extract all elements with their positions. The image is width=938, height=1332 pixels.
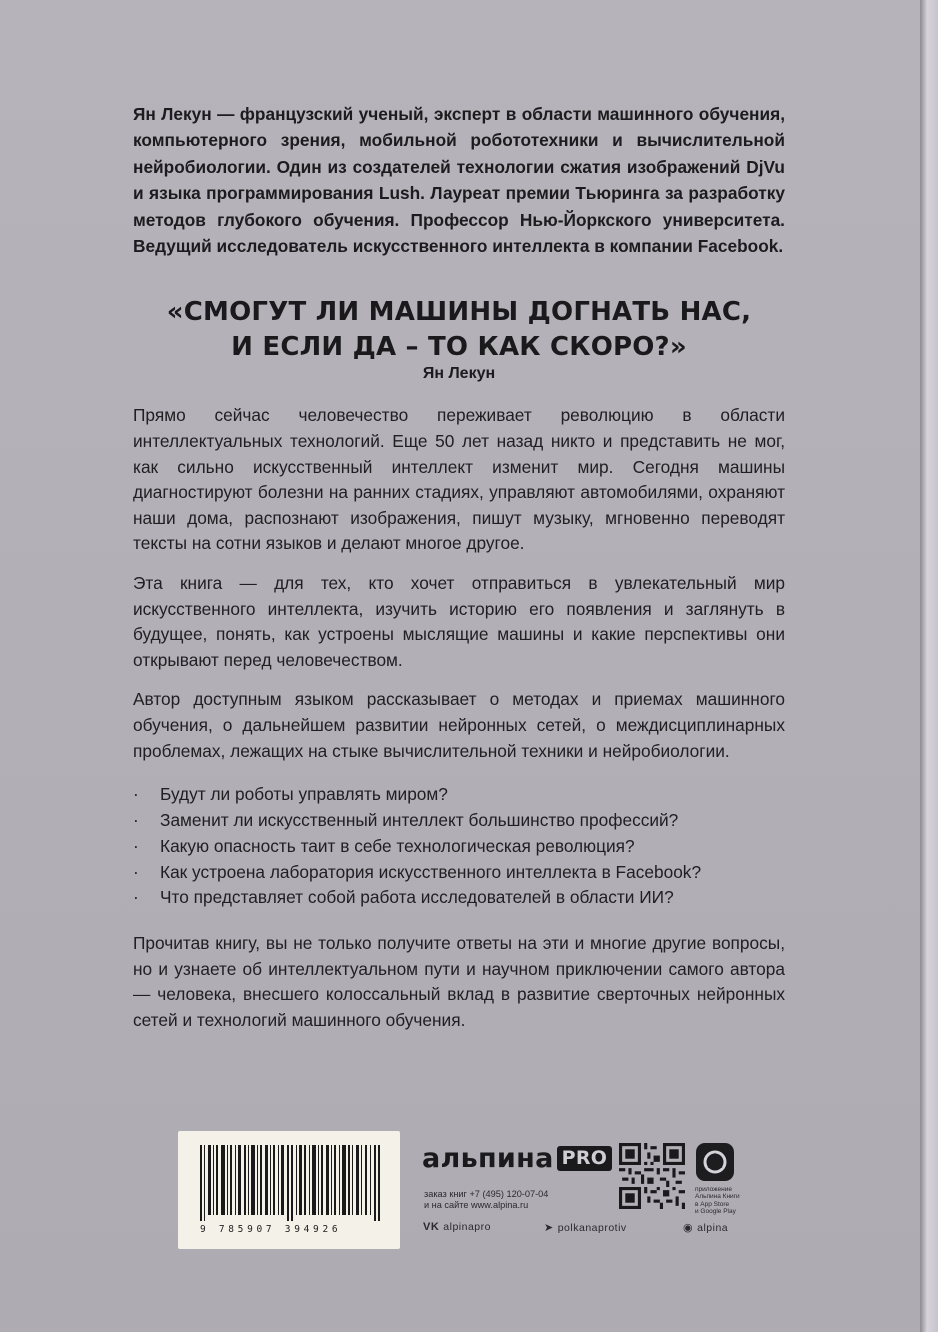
bullet-icon: ·: [133, 887, 139, 908]
question-list: [133, 782, 785, 911]
isbn-digits: 9 785907 394926: [200, 1224, 342, 1235]
barcode-bars-icon: [200, 1145, 380, 1221]
publisher-badge: PRO: [557, 1146, 613, 1171]
bullet-icon: ·: [133, 835, 139, 856]
paragraph-closing: Прочитав книгу, вы не только получите ответы на эти и многие другие вопросы, но и узнаете об интеллектуальном пути и научном приключении самого автора — человека, внесшего колоссальный вклад в развитие сверточных нейронных сетей и технологий машинного обучения.: [133, 933, 785, 1030]
author-bio: Ян Лекун — французский ученый, эксперт в области машинного обучения, компьютерного зрения, мобильной робототехники и вычислительной нейробиологии. Один из создателей технологии сжатия изображений DjVu и языка программирования Lush. Лауреат премии Тьюринга за разработку методов глубокого обучения. Профессор Нью-Йоркского университета. Ведущий исследователь искусственного интеллекта в компании Facebook.: [133, 104, 785, 257]
alpina-app-icon: [696, 1143, 734, 1181]
headline-quote: [133, 295, 785, 365]
social-vk: VK alpinapro: [423, 1221, 491, 1233]
list-item: · Какую опасность таит в себе технологическая революция?: [133, 834, 785, 860]
social-instagram: ◉ alpina: [683, 1221, 729, 1234]
telegram-icon: ➤: [544, 1222, 554, 1234]
paragraph-content: Автор доступным языком рассказывает о методах и приемах машинного обучения, о дальнейшем развитии нейронных сетей, о междисциплинарных проблемах, лежащих на стыке вычислительной техники и нейробиологии.: [133, 689, 785, 761]
list-item: · Заменит ли искусственный интеллект большинство профессий?: [133, 808, 785, 834]
instagram-icon: ◉: [683, 1222, 694, 1234]
paragraph-intro: Прямо сейчас человечество переживает революцию в области интеллектуальных технологий. Еще 50 лет назад никто и представить не мог, как сильно искусственный интеллект изменит мир. Сегодня машины диагностируют болезни на ранних стадиях, управляют автомобилями, охраняют наши дома, распознают изображения, пишут музыку, мгновенно переводят тексты на сотни языков и делают многое другое.: [133, 405, 785, 554]
bullet-icon: ·: [133, 784, 139, 805]
cover-text: [133, 101, 785, 1034]
app-store-info: приложение Альпина Книги в App Store и Google Play: [695, 1186, 740, 1215]
paragraph-audience: Эта книга — для тех, кто хочет отправиться в увлекательный мир искусственного интеллекта, изучить историю его появления и заглянуть в будущее, понять, как устроены мыслящие машины и какие перспективы они открывают перед человечеством.: [133, 573, 785, 670]
social-telegram: ➤ polkanaprotiv: [544, 1221, 627, 1234]
list-item: · Как устроена лаборатория искусственного интеллекта в Facebook?: [133, 860, 785, 886]
quote-line-1: «СМОГУТ ЛИ МАШИНЫ ДОГНАТЬ НАС,: [166, 297, 752, 328]
cover-footer: [178, 1131, 762, 1249]
vk-icon: VK: [423, 1221, 440, 1233]
order-info: заказ книг +7 (495) 120-07-04 и на сайте www.alpina.ru: [424, 1189, 549, 1210]
publisher-logo: альпина PRO: [422, 1143, 612, 1174]
book-spine-edge: [920, 0, 938, 1332]
list-item: · Будут ли роботы управлять миром?: [133, 782, 785, 808]
alpina-app-logo-icon: [696, 1143, 734, 1181]
list-item: · Что представляет собой работа исследователей в области ИИ?: [133, 885, 785, 911]
barcode: [178, 1131, 400, 1249]
quote-author: Ян Лекун: [422, 365, 496, 383]
quote-line-2: И ЕСЛИ ДА – ТО КАК СКОРО?»: [231, 332, 687, 363]
qr-code-icon: [619, 1143, 685, 1209]
bullet-icon: ·: [133, 861, 139, 882]
bullet-icon: ·: [133, 809, 139, 830]
